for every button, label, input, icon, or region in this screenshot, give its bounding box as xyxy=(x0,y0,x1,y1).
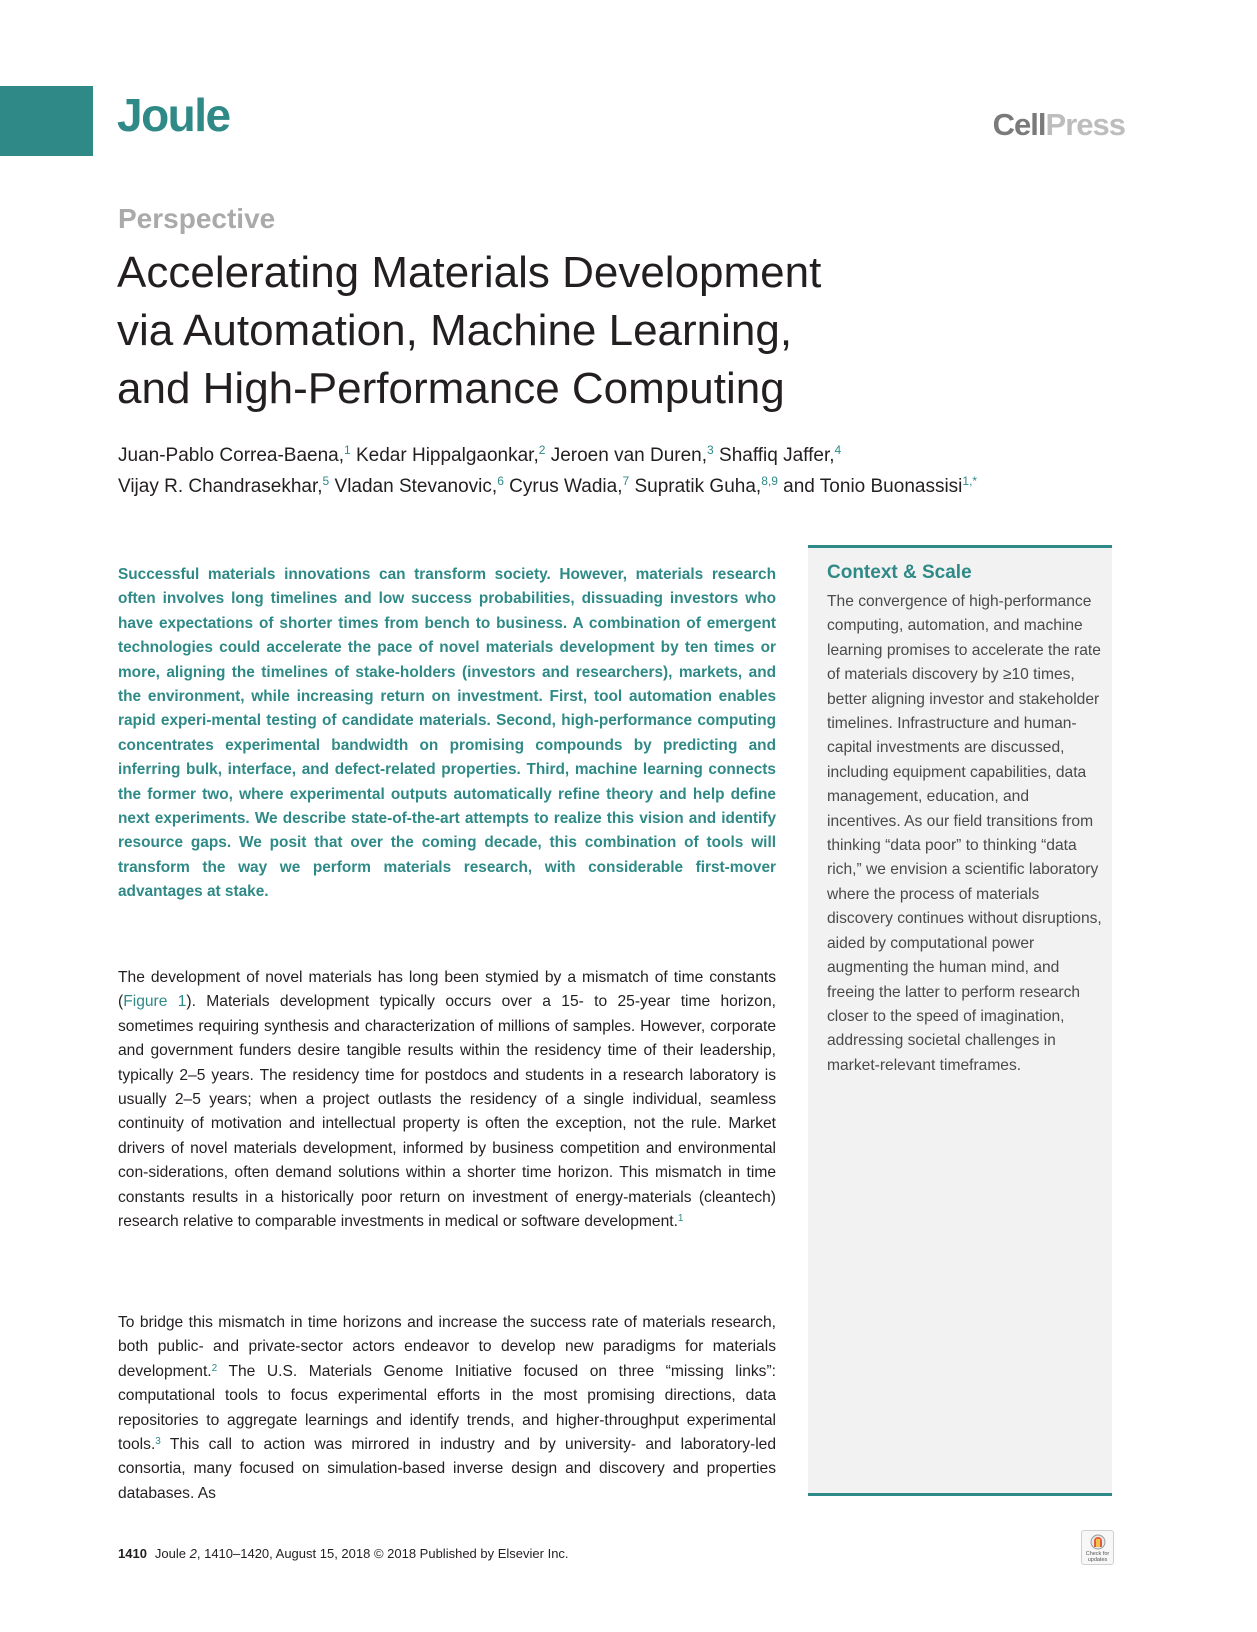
affiliation-ref[interactable]: 2 xyxy=(538,443,546,457)
affiliation-ref[interactable]: 1 xyxy=(344,443,351,457)
body-paragraph-1 xyxy=(118,966,776,1234)
body-text-segment: To bridge this mismatch in time horizons and increase the success rate of materials research, both public- and private-sector actors endeavor to develop new paradigms for materials development. xyxy=(118,1314,776,1380)
affiliation-ref[interactable]: 1,* xyxy=(962,474,978,488)
context-scale-box xyxy=(808,545,1112,1496)
sidebar-text-segment: The convergence of high-performance computing, automation, and machine learning promises to accelerate the rate of materials discovery by xyxy=(827,593,1101,684)
title-line: and High-Performance Computing xyxy=(117,364,785,413)
publisher-logo-press: Press xyxy=(1045,107,1125,142)
body-text-segment: The development of novel materials has long been stymied by a mismatch of time constants ( xyxy=(118,969,776,1011)
page-footer xyxy=(118,1547,569,1560)
figure-link[interactable]: Figure 1 xyxy=(123,993,187,1011)
body-text-segment: This call to action was mirrored in industry and by university- and laboratory-led consortia, many focused on simulation-based inverse design and discovery and properties databases. As xyxy=(118,1436,776,1502)
reference-link[interactable]: 1 xyxy=(677,1213,684,1225)
article-title xyxy=(117,244,977,418)
context-scale-title: Context & Scale xyxy=(827,562,972,583)
article-type-label: Perspective xyxy=(118,203,276,234)
context-scale-text xyxy=(827,590,1102,1078)
footer-journal: Joule xyxy=(154,1546,190,1561)
author-name[interactable]: Cyrus Wadia, xyxy=(509,476,623,497)
journal-logo[interactable]: Joule xyxy=(117,89,230,141)
author-list xyxy=(118,440,1138,502)
author-name[interactable]: and Tonio Buonassisi xyxy=(783,476,963,497)
author-name[interactable]: Shaffiq Jaffer, xyxy=(719,445,835,466)
affiliation-ref[interactable]: 4 xyxy=(834,443,842,457)
affiliation-ref[interactable]: 5 xyxy=(322,474,330,488)
reference-link[interactable]: 2 xyxy=(211,1362,218,1374)
greater-equal-symbol: ≥ xyxy=(1002,666,1012,684)
summary-abstract: Successful materials innovations can transform society. However, materials research often involves long timelines and low success probabilities, dissuading investors who have expectations of shorter times from bench to business. A combination of emergent technologies could accelerate the pace of novel materials development by ten times or more, aligning the timelines of stake-holders (investors and researchers), markets, and the environment, while increasing return on investment. First, tool automation enables rapid experi-mental testing of candidate materials. Second, high-performance computing concentrates experimental bandwidth on promising compounds by predicting and inferring bulk, interface, and defect-related properties. Third, machine learning connects the former two, where experimental outputs automatically refine theory and help define next experiments. We describe state-of-the-art attempts to realize this vision and identify resource gaps. We posit that over the coming decade, this combination of tools will transform the way we perform materials research, with considerable first-mover advantages at stake. xyxy=(118,566,776,901)
affiliation-ref[interactable]: 6 xyxy=(497,474,504,488)
body-text-segment: The U.S. Materials Genome Initiative focused on three “missing links”: computational tools to focus experimental efforts in the most promising directions, data repositories to aggregate learnings and identify trends, and higher-throughput experimental tools. xyxy=(118,1362,776,1454)
badge-line: Check for xyxy=(1085,1551,1110,1557)
author-name[interactable]: Vladan Stevanovic, xyxy=(334,476,498,497)
title-line: Accelerating Materials Development xyxy=(117,248,822,297)
author-name[interactable]: Juan-Pablo Correa-Baena, xyxy=(118,445,345,466)
footer-citation: , 1410–1420, August 15, 2018 © 2018 Published by Elsevier Inc. xyxy=(196,1546,569,1561)
title-line: via Automation, Machine Learning, xyxy=(117,306,793,355)
journal-color-block xyxy=(0,86,93,156)
publisher-logo[interactable] xyxy=(993,109,1125,140)
badge-line: updates xyxy=(1087,1557,1108,1563)
author-name[interactable]: Vijay R. Chandrasekhar, xyxy=(118,476,323,497)
reference-link[interactable]: 3 xyxy=(155,1436,161,1448)
check-updates-icon xyxy=(1090,1534,1106,1550)
check-updates-label xyxy=(1083,1551,1112,1563)
publisher-logo-cell: Cell xyxy=(992,107,1046,142)
page-number: 1410 xyxy=(118,1546,147,1561)
author-name[interactable]: Jeroen van Duren, xyxy=(550,445,708,466)
check-for-updates-badge[interactable] xyxy=(1081,1530,1114,1565)
sidebar-text-segment: 10 times, better aligning investor and stakeholder timelines. Infrastructure and human-capital investments are discussed, including equipment capabilities, data management, education, and incentives. As our field transitions from thinking “data poor” to thinking “data rich,” we envision a scientific laboratory where the process of materials discovery continues without disruptions, aided by computational power augmenting the human mind, and freeing the latter to perform research closer to the speed of imagination, addressing societal challenges in market-relevant timeframes. xyxy=(827,666,1102,1074)
body-paragraph-2 xyxy=(118,1311,776,1506)
affiliation-ref[interactable]: 8,9 xyxy=(761,474,778,488)
footer-volume: 2 xyxy=(189,1546,197,1561)
author-name[interactable]: Kedar Hippalgaonkar, xyxy=(356,445,539,466)
affiliation-ref[interactable]: 3 xyxy=(707,443,714,457)
author-name[interactable]: Supratik Guha, xyxy=(634,476,762,497)
affiliation-ref[interactable]: 7 xyxy=(622,474,630,488)
body-text-segment: ). Materials development typically occurs over a 15- to 25-year time horizon, sometimes requiring synthesis and characterization of millions of samples. However, corporate and government funders desire tangible results within the residency time of their leadership, typically 2–5 years. The residency time for postdocs and students in a research laboratory is usually 2–5 years; when a project outlasts the residency of a single individual, seamless continuity of motivation and intellectual property is often the exception, not the rule. Market drivers of novel materials development, informed by business competition and environmental con-siderations, often demand solutions within a shorter time horizon. This mismatch in time constants results in a historically poor return on investment of energy-materials (cleantech) research relative to comparable investments in medical or software development. xyxy=(118,993,776,1231)
